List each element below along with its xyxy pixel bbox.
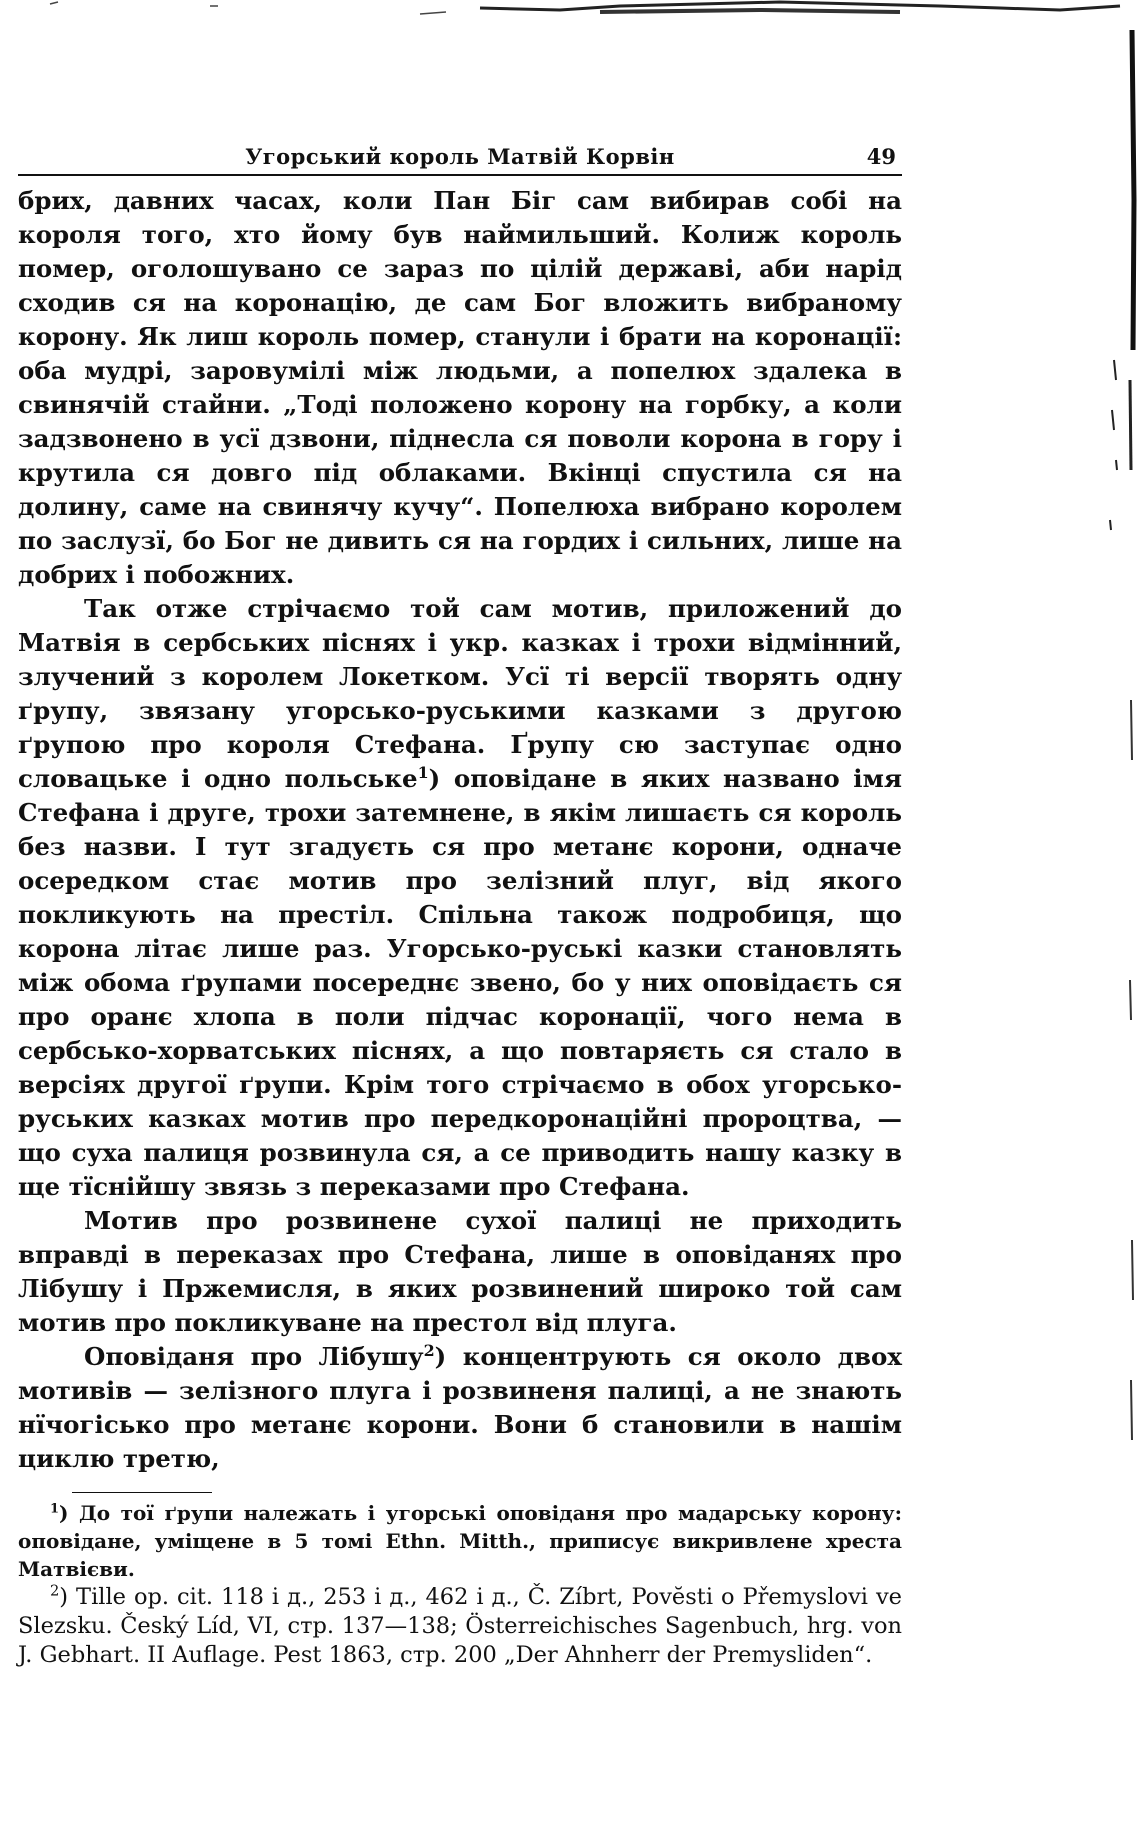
footnote-2-mark: 2 <box>50 1582 60 1600</box>
running-header <box>18 140 902 176</box>
footnote-2 <box>18 1583 902 1670</box>
scan-edge-top <box>0 0 1140 30</box>
paragraph-2 <box>18 592 902 1204</box>
paragraph-3: Мотив про розвинене сухої палиці не приходить вправді в переказах про Стефана, лише в оповіданях про Лібушу і Пржемисля, в яких розвинений широко той сам мотив про покликуване на престол від плуга. <box>18 1206 902 1337</box>
page-number: 49 <box>866 144 896 169</box>
paragraph-4-part-b: ) концентрують ся около двох мотивів — зелізного плуга і розвиненя палиці, а не знають нїчогісько про метанє корони. Вони б становили в нашім циклю третю, <box>18 1342 902 1473</box>
paragraph-2-part-b: ) оповідане в яких названо імя Стефана і друге, трохи затемнене, в якім лишаєть ся король без назви. І тут згадуєть ся про метанє корони, одначе осередком стає мотив про зелізний плуг, від якого покликують на престіл. Спільна також подробиця, що корона літає лише раз. Угорсько-руські казки становлять між обома ґрупами посереднє звено, бо у них оповідаєть ся про оранє хлопа в поли підчас коронації, чого нема в сербсько-хорватських піснях, а що повтаряєть ся стало в версіях другої ґрупи. Крім того стрічаємо в обох угорсько-руських казках мотив про передкоронаційні пророцтва, — що суха палиця розвинула ся, а се приводить нашу казку в ще тїснійшу звязь з переказами про Стефана. <box>18 764 902 1201</box>
book-page <box>18 140 902 1670</box>
paragraph-2-part-a: Так отже стрічаємо той сам мотив, приложений до Матвія в сербських піснях і укр. казках і трохи відмінний, злучений з королем Локетком. Усї ті версії творять одну ґрупу, звязану угорсько-руськими казками з другою ґрупою про короля Стефана. Ґрупу сю заступає одно словацьке і одно польське <box>18 594 902 793</box>
footnotes <box>18 1499 902 1670</box>
main-text <box>18 184 902 1476</box>
footnote-divider <box>72 1492 212 1493</box>
scan-edge-right <box>1090 0 1140 1830</box>
paragraph-4 <box>18 1340 902 1476</box>
footnote-1 <box>18 1499 902 1583</box>
footnote-2-text: ) Tille op. cit. 118 і д., 253 і д., 462 і д., Č. Zíbrt, Povĕsti o Přemyslovi ve Slezsku. Český Líd, VI, стр. 137—138; Österreichisches Sagenbuch, hrg. von J. Gebhart. II Auflage. Pest 1863, стр. 200 „Der Ahnherr der Premysliden“. <box>18 1584 902 1668</box>
running-title: Угорський король Матвій Корвін <box>245 144 675 169</box>
paragraph-1: брих, давних часах, коли Пан Біг сам вибирав собі на короля того, хто йому був наймильший. Колиж король помер, оголошувано се зараз по цілій державі, аби нарід сходив ся на коронацію, де сам Бог вложить вибраному корону. Як лиш король помер, станули і брати на коронації: оба мудрі, заровумілі між людьми, а попелюх здалека в свинячій стайни. „Тоді положено корону на горбку, а коли задзвонено в усї дзвони, піднесла ся поволи корона в гору і крутила ся довго під облаками. Вкінці спустила ся на долину, саме на свинячу кучу“. Попелюха вибрано королем по заслузї, бо Бог не дивить ся на гордих і сильних, лише на добрих і побожних. <box>18 186 902 589</box>
footnote-ref-1: 1 <box>417 762 429 782</box>
footnote-1-mark: 1 <box>50 1501 60 1517</box>
footnote-ref-2: 2 <box>423 1340 435 1360</box>
footnote-1-text: ) До тої ґрупи належать і угорські оповіданя про мадарську корону: оповідане, уміщене в 5 томі Ethn. Mitth., приписує викривлене хреста Матвієви. <box>18 1501 902 1581</box>
paragraph-4-part-a: Оповіданя про Лібушу <box>84 1342 424 1371</box>
